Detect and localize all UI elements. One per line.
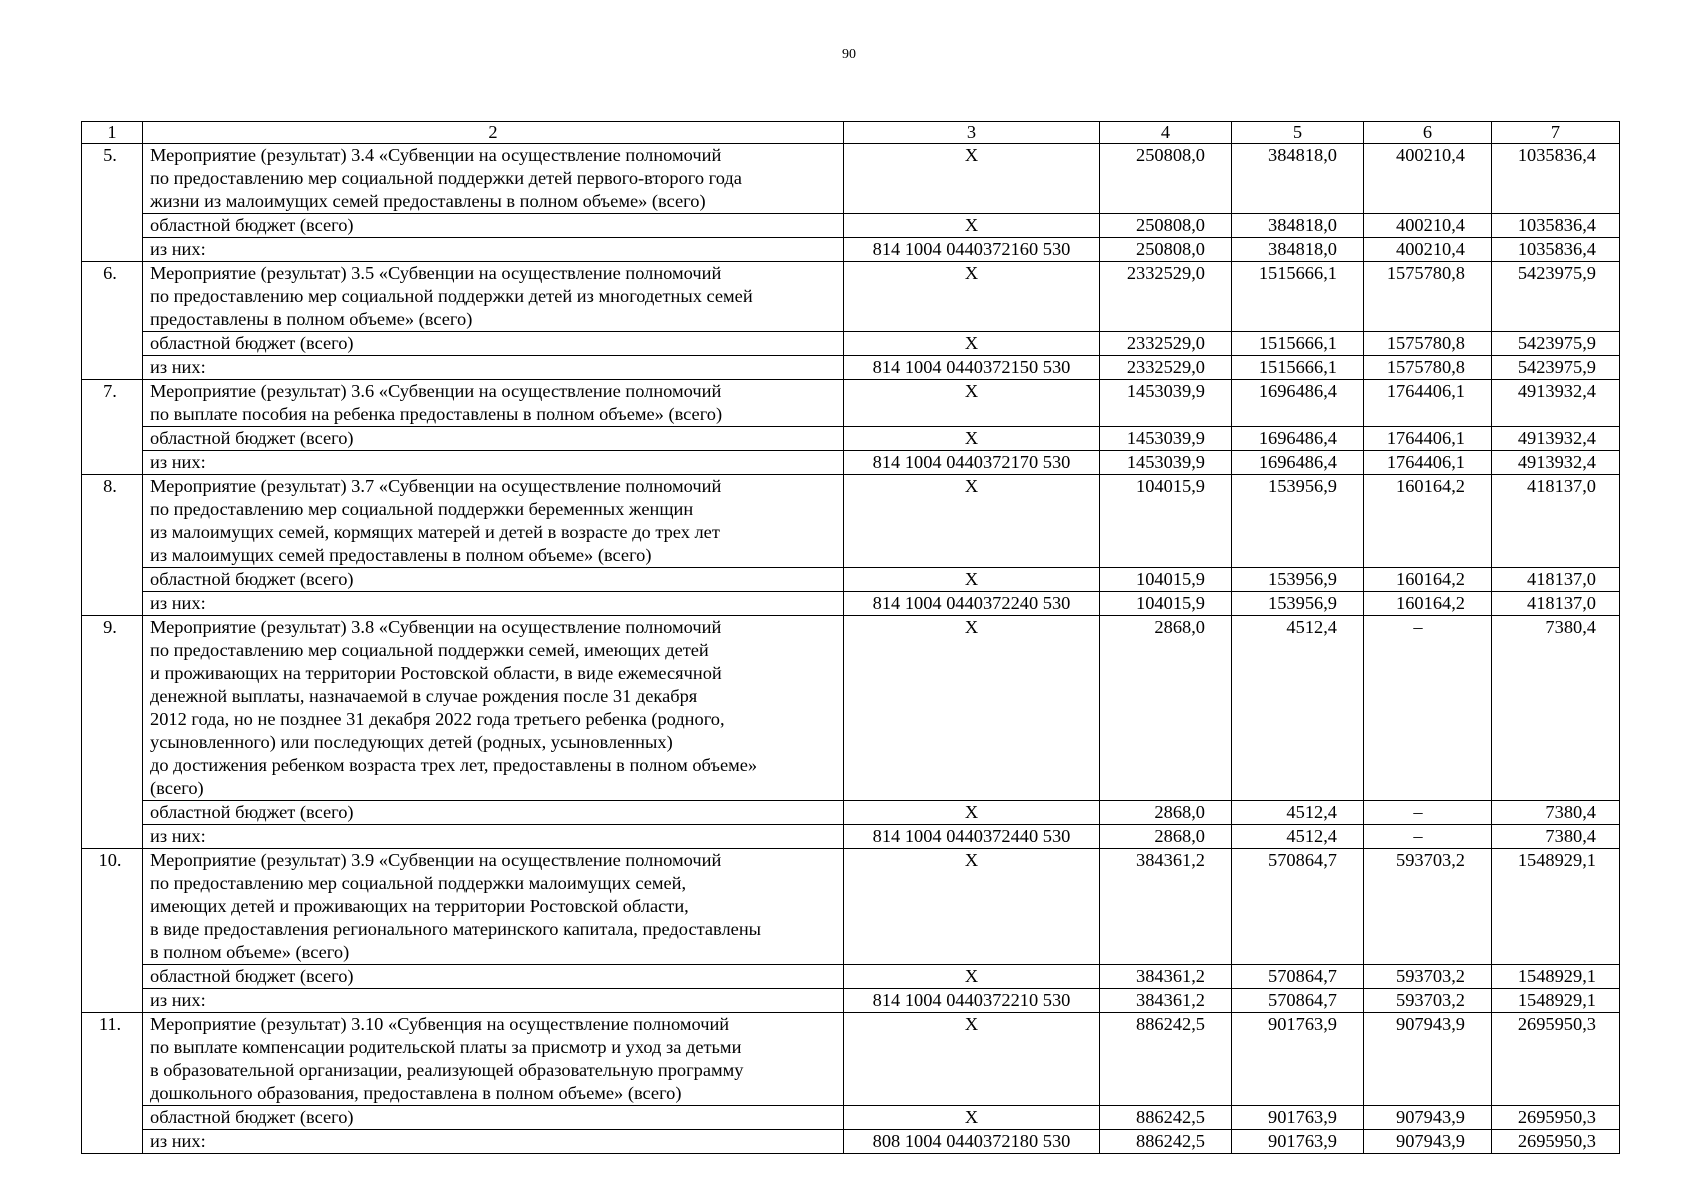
- row-number-cell: [82, 332, 143, 356]
- value-col5-cell: 384818,0: [1232, 238, 1364, 262]
- budget-code-cell: X: [844, 965, 1100, 989]
- value-col7-cell: 5423975,9: [1492, 262, 1620, 332]
- budget-code-cell: X: [844, 849, 1100, 965]
- value-col7-cell: 4913932,4: [1492, 451, 1620, 475]
- budget-code-cell: X: [844, 380, 1100, 427]
- value-col5-cell: 4512,4: [1232, 616, 1364, 801]
- value-col4-cell: 2868,0: [1100, 825, 1232, 849]
- description-cell: областной бюджет (всего): [143, 568, 844, 592]
- value-col5-cell: 570864,7: [1232, 989, 1364, 1013]
- value-col5-cell: 384818,0: [1232, 214, 1364, 238]
- row-number-cell: 9.: [82, 616, 143, 801]
- table-row: [82, 427, 1620, 451]
- table-row: [82, 475, 1620, 568]
- value-col5-cell: 570864,7: [1232, 965, 1364, 989]
- value-col6-cell: –: [1364, 825, 1492, 849]
- value-col6-cell: –: [1364, 616, 1492, 801]
- table-row: [82, 616, 1620, 801]
- value-col6-cell: 593703,2: [1364, 965, 1492, 989]
- table-row: [82, 1013, 1620, 1106]
- description-cell: Мероприятие (результат) 3.4 «Субвенции на осуществление полномочий по предоставлению мер социальной поддержки детей первого-второго года жизни из малоимущих семей предоставлены в полном объеме» (всего): [143, 144, 844, 214]
- value-col7-cell: 418137,0: [1492, 475, 1620, 568]
- row-number-cell: 10.: [82, 849, 143, 965]
- value-col6-cell: 160164,2: [1364, 568, 1492, 592]
- value-col4-cell: 104015,9: [1100, 592, 1232, 616]
- table-row: [82, 380, 1620, 427]
- value-col4-cell: 2868,0: [1100, 801, 1232, 825]
- value-col5-cell: 4512,4: [1232, 825, 1364, 849]
- value-col7-cell: 1548929,1: [1492, 965, 1620, 989]
- value-col4-cell: 104015,9: [1100, 475, 1232, 568]
- value-col5-cell: 1696486,4: [1232, 451, 1364, 475]
- table-row: [82, 965, 1620, 989]
- value-col4-cell: 384361,2: [1100, 989, 1232, 1013]
- value-col6-cell: 907943,9: [1364, 1106, 1492, 1130]
- value-col4-cell: 250808,0: [1100, 144, 1232, 214]
- value-col7-cell: 7380,4: [1492, 801, 1620, 825]
- value-col4-cell: 384361,2: [1100, 965, 1232, 989]
- value-col6-cell: 1575780,8: [1364, 332, 1492, 356]
- value-col7-cell: 5423975,9: [1492, 356, 1620, 380]
- value-col6-cell: 1764406,1: [1364, 380, 1492, 427]
- budget-code-cell: 814 1004 0440372240 530: [844, 592, 1100, 616]
- row-number-cell: [82, 965, 143, 989]
- value-col5-cell: 153956,9: [1232, 475, 1364, 568]
- budget-code-cell: X: [844, 475, 1100, 568]
- budget-code-cell: X: [844, 262, 1100, 332]
- description-cell: из них:: [143, 592, 844, 616]
- row-number-cell: 5.: [82, 144, 143, 214]
- row-number-cell: 11.: [82, 1013, 143, 1106]
- value-col7-cell: 1035836,4: [1492, 214, 1620, 238]
- budget-code-cell: X: [844, 144, 1100, 214]
- column-number-4: 4: [1100, 122, 1232, 144]
- value-col7-cell: 1548929,1: [1492, 989, 1620, 1013]
- value-col6-cell: 160164,2: [1364, 592, 1492, 616]
- budget-code-cell: X: [844, 214, 1100, 238]
- value-col5-cell: 153956,9: [1232, 568, 1364, 592]
- row-number-cell: [82, 592, 143, 616]
- value-col5-cell: 570864,7: [1232, 849, 1364, 965]
- value-col7-cell: 7380,4: [1492, 825, 1620, 849]
- budget-code-cell: 814 1004 0440372170 530: [844, 451, 1100, 475]
- description-cell: из них:: [143, 989, 844, 1013]
- value-col7-cell: 2695950,3: [1492, 1130, 1620, 1154]
- value-col6-cell: 1575780,8: [1364, 262, 1492, 332]
- value-col6-cell: 593703,2: [1364, 989, 1492, 1013]
- value-col6-cell: 1575780,8: [1364, 356, 1492, 380]
- row-number-cell: [82, 825, 143, 849]
- column-number-6: 6: [1364, 122, 1492, 144]
- value-col6-cell: 160164,2: [1364, 475, 1492, 568]
- value-col7-cell: 2695950,3: [1492, 1013, 1620, 1106]
- value-col6-cell: 907943,9: [1364, 1130, 1492, 1154]
- value-col7-cell: 418137,0: [1492, 592, 1620, 616]
- description-cell: Мероприятие (результат) 3.7 «Субвенции на осуществление полномочий по предоставлению мер социальной поддержки беременных женщин из малоимущих семей, кормящих матерей и детей в возрасте до трех лет из малоимущих семей предоставлены в полном объеме» (всего): [143, 475, 844, 568]
- value-col4-cell: 1453039,9: [1100, 427, 1232, 451]
- value-col5-cell: 1515666,1: [1232, 332, 1364, 356]
- value-col5-cell: 1696486,4: [1232, 380, 1364, 427]
- value-col4-cell: 2332529,0: [1100, 356, 1232, 380]
- row-number-cell: [82, 451, 143, 475]
- description-cell: из них:: [143, 451, 844, 475]
- row-number-cell: 7.: [82, 380, 143, 427]
- value-col4-cell: 886242,5: [1100, 1130, 1232, 1154]
- value-col4-cell: 886242,5: [1100, 1013, 1232, 1106]
- table-row: [82, 332, 1620, 356]
- value-col7-cell: 1035836,4: [1492, 144, 1620, 214]
- budget-table: [81, 121, 1620, 1154]
- budget-code-cell: X: [844, 427, 1100, 451]
- description-cell: Мероприятие (результат) 3.10 «Субвенция на осуществление полномочий по выплате компенсации родительской платы за присмотр и уход за детьми в образовательной организации, реализующей образовательную программу дошкольного образования, предоставлена в полном объеме» (всего): [143, 1013, 844, 1106]
- value-col6-cell: 400210,4: [1364, 214, 1492, 238]
- value-col4-cell: 250808,0: [1100, 214, 1232, 238]
- description-cell: областной бюджет (всего): [143, 1106, 844, 1130]
- table-row: [82, 989, 1620, 1013]
- table-row: [82, 356, 1620, 380]
- value-col6-cell: 400210,4: [1364, 144, 1492, 214]
- description-cell: Мероприятие (результат) 3.9 «Субвенции на осуществление полномочий по предоставлению мер социальной поддержки малоимущих семей, имеющих детей и проживающих на территории Ростовской области, в виде предоставления регионального материнского капитала, предоставлены в полном объеме» (всего): [143, 849, 844, 965]
- row-number-cell: [82, 356, 143, 380]
- row-number-cell: [82, 427, 143, 451]
- value-col5-cell: 153956,9: [1232, 592, 1364, 616]
- row-number-cell: [82, 1106, 143, 1130]
- value-col7-cell: 2695950,3: [1492, 1106, 1620, 1130]
- description-cell: Мероприятие (результат) 3.6 «Субвенции на осуществление полномочий по выплате пособия на ребенка предоставлены в полном объеме» (всего): [143, 380, 844, 427]
- column-number-5: 5: [1232, 122, 1364, 144]
- budget-code-cell: X: [844, 332, 1100, 356]
- value-col6-cell: 400210,4: [1364, 238, 1492, 262]
- value-col4-cell: 384361,2: [1100, 849, 1232, 965]
- table-row: [82, 144, 1620, 214]
- description-cell: областной бюджет (всего): [143, 965, 844, 989]
- value-col4-cell: 886242,5: [1100, 1106, 1232, 1130]
- budget-code-cell: X: [844, 1106, 1100, 1130]
- value-col5-cell: 1515666,1: [1232, 262, 1364, 332]
- row-number-cell: [82, 214, 143, 238]
- table-row: [82, 262, 1620, 332]
- row-number-cell: [82, 568, 143, 592]
- column-number-7: 7: [1492, 122, 1620, 144]
- value-col6-cell: –: [1364, 801, 1492, 825]
- column-number-1: 1: [82, 122, 143, 144]
- value-col7-cell: 5423975,9: [1492, 332, 1620, 356]
- description-cell: Мероприятие (результат) 3.8 «Субвенции на осуществление полномочий по предоставлению мер социальной поддержки семей, имеющих детей и проживающих на территории Ростовской области, в виде ежемесячной денежной выплаты, назначаемой в случае рождения после 31 декабря 2012 года, но не позднее 31 декабря 2022 года третьего ребенка (родного, усыновленного) или последующих детей (родных, усыновленных) до достижения ребенком возраста трех лет, предоставлены в полном объеме» (всего): [143, 616, 844, 801]
- value-col7-cell: 4913932,4: [1492, 427, 1620, 451]
- description-cell: из них:: [143, 825, 844, 849]
- budget-code-cell: 814 1004 0440372160 530: [844, 238, 1100, 262]
- value-col7-cell: 1035836,4: [1492, 238, 1620, 262]
- table-header-row: [82, 122, 1620, 144]
- description-cell: областной бюджет (всего): [143, 332, 844, 356]
- table-row: [82, 1130, 1620, 1154]
- table-row: [82, 214, 1620, 238]
- value-col5-cell: 4512,4: [1232, 801, 1364, 825]
- description-cell: из них:: [143, 356, 844, 380]
- description-cell: областной бюджет (всего): [143, 801, 844, 825]
- table-row: [82, 592, 1620, 616]
- value-col6-cell: 593703,2: [1364, 849, 1492, 965]
- table-row: [82, 825, 1620, 849]
- value-col4-cell: 2868,0: [1100, 616, 1232, 801]
- value-col4-cell: 1453039,9: [1100, 451, 1232, 475]
- budget-code-cell: X: [844, 1013, 1100, 1106]
- row-number-cell: 6.: [82, 262, 143, 332]
- budget-code-cell: 808 1004 0440372180 530: [844, 1130, 1100, 1154]
- budget-code-cell: 814 1004 0440372150 530: [844, 356, 1100, 380]
- description-cell: областной бюджет (всего): [143, 427, 844, 451]
- description-cell: Мероприятие (результат) 3.5 «Субвенции на осуществление полномочий по предоставлению мер социальной поддержки детей из многодетных семей предоставлены в полном объеме» (всего): [143, 262, 844, 332]
- table-row: [82, 801, 1620, 825]
- row-number-cell: 8.: [82, 475, 143, 568]
- value-col7-cell: 1548929,1: [1492, 849, 1620, 965]
- value-col5-cell: 1515666,1: [1232, 356, 1364, 380]
- value-col4-cell: 2332529,0: [1100, 262, 1232, 332]
- row-number-cell: [82, 1130, 143, 1154]
- table-row: [82, 1106, 1620, 1130]
- row-number-cell: [82, 801, 143, 825]
- value-col5-cell: 901763,9: [1232, 1106, 1364, 1130]
- table-row: [82, 238, 1620, 262]
- value-col4-cell: 1453039,9: [1100, 380, 1232, 427]
- value-col5-cell: 901763,9: [1232, 1013, 1364, 1106]
- value-col4-cell: 104015,9: [1100, 568, 1232, 592]
- value-col4-cell: 250808,0: [1100, 238, 1232, 262]
- budget-code-cell: X: [844, 801, 1100, 825]
- value-col6-cell: 1764406,1: [1364, 427, 1492, 451]
- row-number-cell: [82, 989, 143, 1013]
- value-col7-cell: 4913932,4: [1492, 380, 1620, 427]
- row-number-cell: [82, 238, 143, 262]
- value-col6-cell: 907943,9: [1364, 1013, 1492, 1106]
- value-col6-cell: 1764406,1: [1364, 451, 1492, 475]
- budget-code-cell: 814 1004 0440372210 530: [844, 989, 1100, 1013]
- value-col7-cell: 7380,4: [1492, 616, 1620, 801]
- budget-code-cell: X: [844, 616, 1100, 801]
- description-cell: из них:: [143, 238, 844, 262]
- description-cell: областной бюджет (всего): [143, 214, 844, 238]
- table-row: [82, 568, 1620, 592]
- value-col7-cell: 418137,0: [1492, 568, 1620, 592]
- budget-code-cell: 814 1004 0440372440 530: [844, 825, 1100, 849]
- value-col5-cell: 1696486,4: [1232, 427, 1364, 451]
- column-number-2: 2: [143, 122, 844, 144]
- value-col5-cell: 901763,9: [1232, 1130, 1364, 1154]
- description-cell: из них:: [143, 1130, 844, 1154]
- value-col4-cell: 2332529,0: [1100, 332, 1232, 356]
- page-number: 90: [842, 47, 856, 62]
- value-col5-cell: 384818,0: [1232, 144, 1364, 214]
- table-row: [82, 451, 1620, 475]
- budget-code-cell: X: [844, 568, 1100, 592]
- table-row: [82, 849, 1620, 965]
- column-number-3: 3: [844, 122, 1100, 144]
